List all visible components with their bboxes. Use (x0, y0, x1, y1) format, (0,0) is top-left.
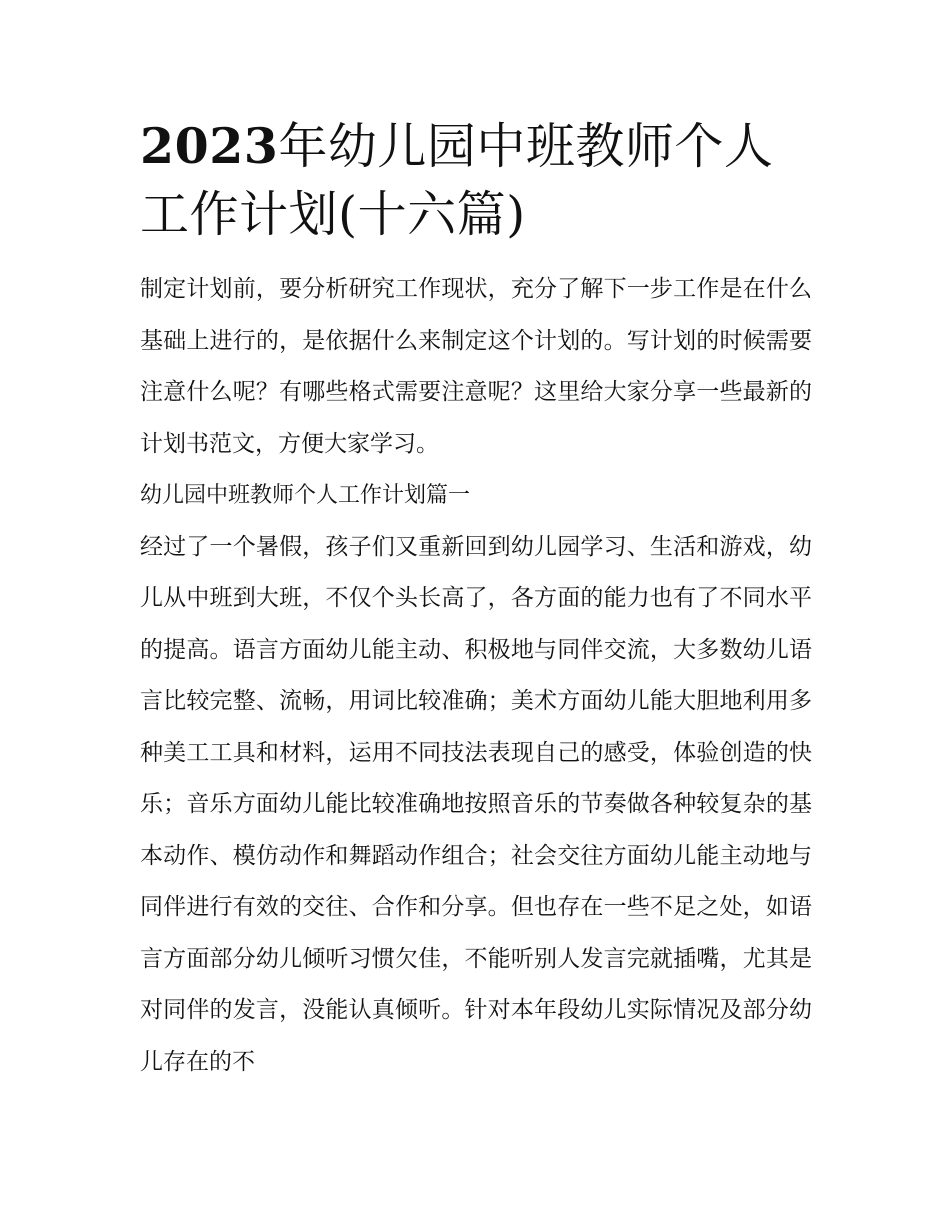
document-title (140, 112, 812, 249)
title-text: 年幼儿园中班教师个人工作计划(十六篇) (140, 118, 774, 243)
body-paragraph: 经过了一个暑假，孩子们又重新回到幼儿园学习、生活和游戏，幼儿从中班到大班，不仅个头长高了，各方面的能力也有了不同水平的提高。语言方面幼儿能主动、积极地与同伴交流，大多数幼儿语言比较完整、流畅，用词比较准确；美术方面幼儿能大胆地利用多种美工工具和材料，运用不同技法表现自己的感受，体验创造的快乐；音乐方面幼儿能比较准确地按照音乐的节奏做各种较复杂的基本动作、模仿动作和舞蹈动作组合；社会交往方面幼儿能主动地与同伴进行有效的交往、合作和分享。但也存在一些不足之处，如语言方面部分幼儿倾听习惯欠佳，不能听别人发言完就插嘴，尤其是对同伴的发言，没能认真倾听。针对本年段幼儿实际情况及部分幼儿存在的不 (140, 533, 812, 1075)
section-heading: 幼儿园中班教师个人工作计划篇一 (140, 483, 471, 508)
document-page (140, 112, 812, 1088)
title-year: 2023 (140, 117, 279, 175)
intro-paragraph: 制定计划前，要分析研究工作现状，充分了解下一步工作是在什么基础上进行的，是依据什么来制定这个计划的。写计划的时候需要注意什么呢？有哪些格式需要注意呢？这里给大家分享一些最新的计划书范文，方便大家学习。 (140, 276, 812, 457)
